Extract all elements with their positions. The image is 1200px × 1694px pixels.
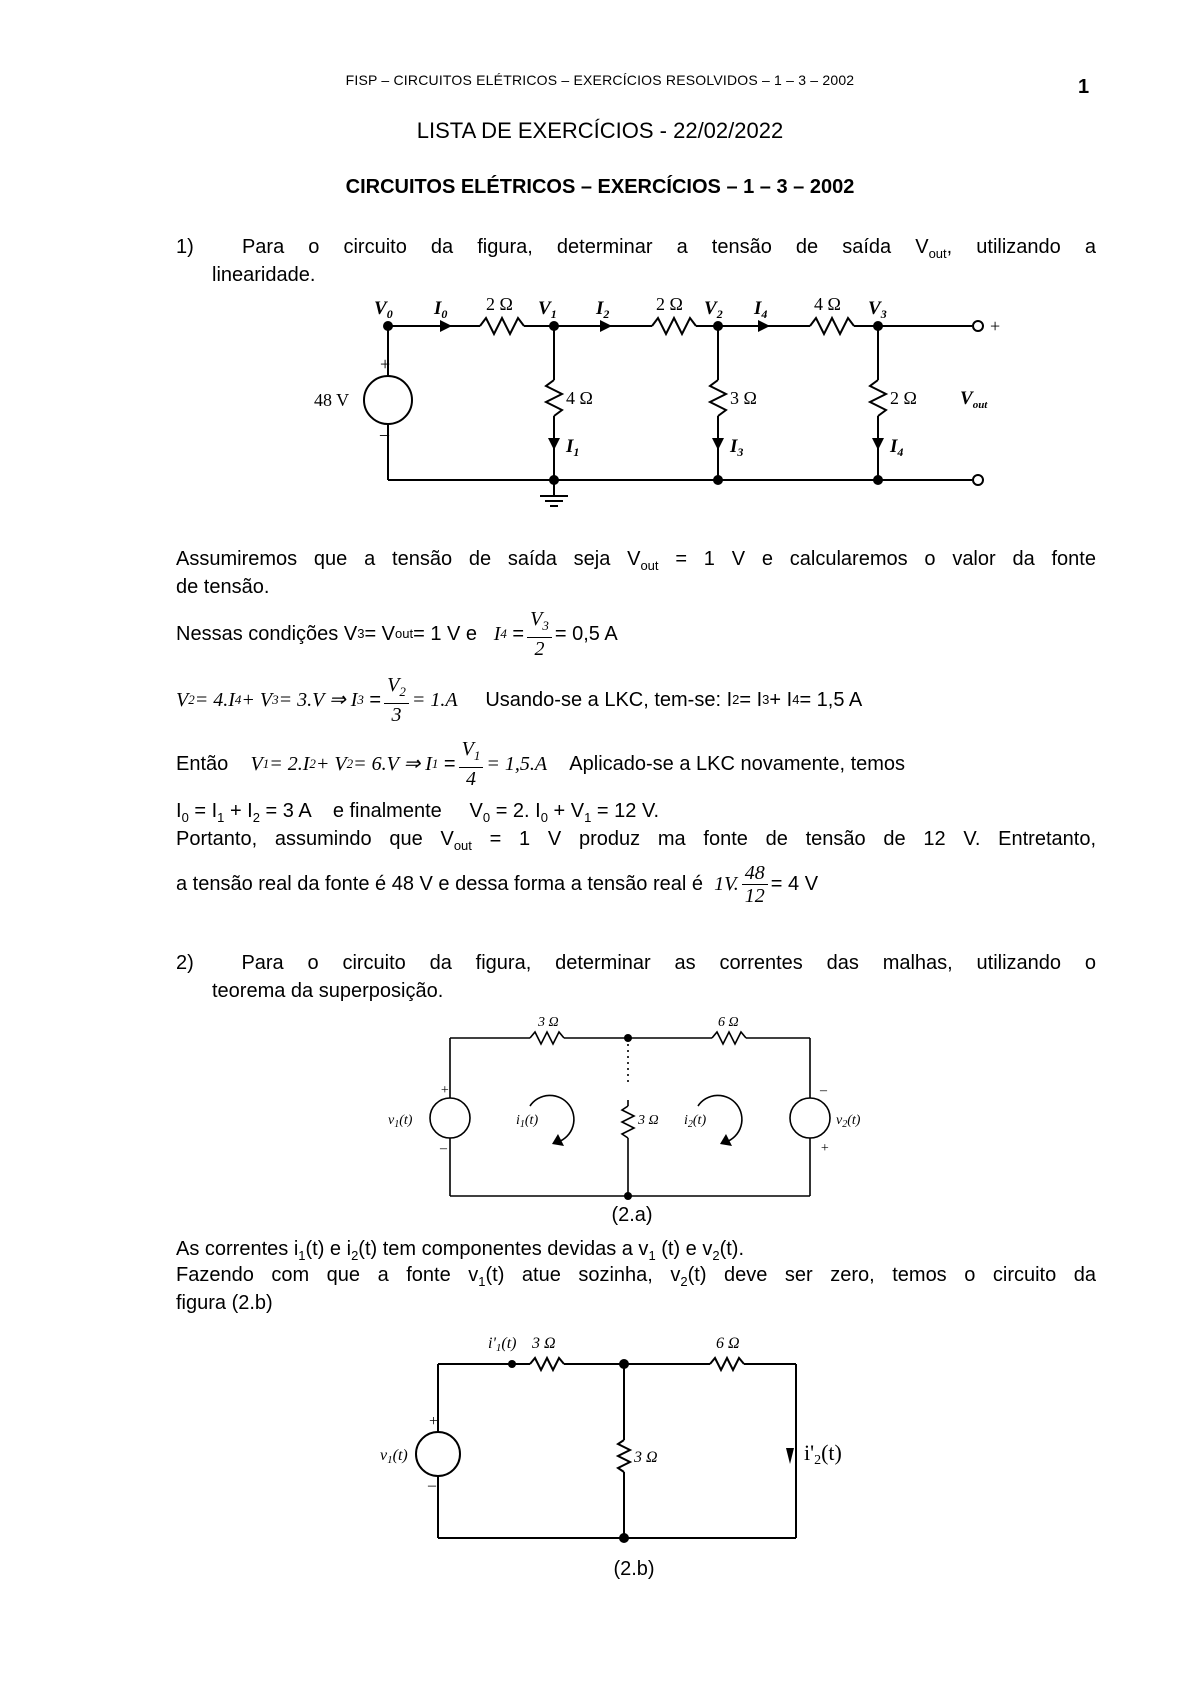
running-header: FISP – CIRCUITOS ELÉTRICOS – EXERCÍCIOS RESOLVIDOS – 1 – 3 – 2002 bbox=[345, 72, 855, 88]
eq1-math: I bbox=[493, 623, 501, 645]
svg-text:V1: $V_1$ bbox=[538, 298, 557, 321]
svg-text:v1(t): v1(t) bbox=[380, 1447, 408, 1466]
arrow-i3 bbox=[712, 438, 724, 450]
eq3-label: Então bbox=[176, 753, 229, 775]
eq2-text-c: + I bbox=[769, 689, 793, 711]
conclusion-result: = 4 V bbox=[770, 873, 819, 895]
eq2-text-b: = I bbox=[739, 689, 763, 711]
svg-text:4 Ω: 4 Ω bbox=[814, 294, 841, 314]
svg-text:i'1(t): i'1(t) bbox=[488, 1335, 517, 1354]
eq3-math: V bbox=[250, 753, 263, 775]
node-v1 bbox=[549, 321, 559, 331]
eq3-mid2: + V bbox=[315, 753, 347, 775]
q1-conclusion-line2 bbox=[176, 852, 818, 916]
q1-assume-end: = 1 V e calcularemos o valor da fonte bbox=[658, 548, 1096, 570]
svg-text:+: + bbox=[820, 1141, 830, 1156]
conclusion-math: 1V. bbox=[714, 873, 739, 895]
svg-text:I3: $I_3$ bbox=[730, 436, 744, 459]
circuit-figure-2b bbox=[360, 1326, 880, 1548]
sub: 1 bbox=[262, 756, 270, 771]
q1-text: Para o circuito da figura, determinar a tensão de saída V bbox=[241, 236, 929, 258]
figure-2b-caption: (2.b) bbox=[613, 1558, 655, 1580]
node-v0 bbox=[383, 321, 393, 331]
figure-2a-caption: (2.a) bbox=[611, 1204, 653, 1226]
sub: 3 bbox=[272, 692, 279, 707]
svg-text:i'2(t): i'2(t) bbox=[804, 1440, 842, 1468]
eq1-end: = 1 V e bbox=[413, 623, 478, 645]
svg-text:–: – bbox=[440, 1141, 447, 1156]
eq3-mid: = 2.I bbox=[269, 753, 310, 775]
svg-text:i2(t): $i_2(t)$ bbox=[684, 1113, 707, 1130]
arrow-i2-prime bbox=[786, 1448, 794, 1464]
eq2-mid: = 4.I bbox=[194, 689, 235, 711]
sub: out bbox=[395, 626, 414, 641]
svg-text:i1(t): $i_1(t)$ bbox=[516, 1113, 539, 1130]
sub: out bbox=[640, 558, 659, 573]
sub: 3 bbox=[762, 692, 770, 707]
page-number: 1 bbox=[1078, 76, 1090, 98]
sub: 2 bbox=[346, 756, 354, 771]
svg-text:V0: $V_0$ bbox=[374, 298, 393, 321]
sub: 3 bbox=[357, 692, 364, 707]
sub: 2 bbox=[309, 756, 316, 771]
list-title: LISTA DE EXERCÍCIOS - 22/02/2022 bbox=[416, 118, 784, 143]
arrow-i4b bbox=[872, 438, 884, 450]
document-title: CIRCUITOS ELÉTRICOS – EXERCÍCIOS – 1 – 3 – 2002 bbox=[345, 176, 855, 198]
q1-text-end: , utilizando a bbox=[946, 236, 1096, 258]
eq2-math: V bbox=[176, 689, 189, 711]
q1-assume-line2: de tensão. bbox=[176, 576, 270, 598]
svg-text:V3: $V_3$ bbox=[868, 298, 887, 321]
eq2-text: Usando-se a LKC, tem-se: I bbox=[485, 689, 733, 711]
conclusion-text: a tensão real da fonte é 48 V e dessa forma a tensão real é bbox=[176, 873, 704, 895]
svg-text:2 Ω: 2 Ω bbox=[486, 294, 513, 314]
eq2-text-end: = 1,5 A bbox=[799, 689, 863, 711]
q1-equation-3: Então V 1 = 2.I 2 + V 2 = 6.V ⇒ I 1 = $\frac{V_1}{4}$ = 1,5.A Aplicado-se a LKC novamente, temos bbox=[176, 738, 906, 790]
q2-text-line2: Fazendo com que a fonte $v_1(t)$ atue sozinha, $v_2(t)$ deve ser zero, temos o circuito da bbox=[176, 1264, 1096, 1289]
q1-conclusion-line1: Portanto, assumindo que $V_{out} = 1$ V produz ma fonte de tensão de 12 V. Entretanto, bbox=[176, 828, 1096, 853]
eq2-result: = 1.A bbox=[411, 689, 458, 711]
node-v2 bbox=[713, 321, 723, 331]
eq3-fraction: $\frac{V_1}{4}$ bbox=[459, 738, 484, 790]
eq2-fraction: $\frac{V_2}{3}$ bbox=[384, 674, 409, 726]
eq3-text: Aplicado-se a LKC novamente, temos bbox=[569, 753, 906, 775]
q1-sub: out bbox=[928, 246, 947, 261]
arrow-i0 bbox=[440, 320, 452, 332]
output-terminal-minus bbox=[973, 475, 983, 485]
circuit-figure-1 bbox=[300, 290, 1020, 520]
svg-text:2 Ω: 2 Ω bbox=[890, 388, 917, 408]
arrow-i1 bbox=[548, 438, 560, 450]
q1-assume-text: Assumiremos que a tensão de saída seja V bbox=[176, 548, 641, 570]
sub: 4 bbox=[234, 692, 242, 707]
sub: 4 bbox=[792, 692, 800, 707]
q1-number: 1) bbox=[176, 236, 194, 258]
svg-text:6 Ω: 6 Ω bbox=[718, 1015, 739, 1030]
svg-text:+: + bbox=[990, 316, 1001, 336]
sub: 2 bbox=[732, 692, 740, 707]
svg-text:I0: $I_0$ bbox=[434, 298, 448, 321]
q1-equation-4: $I_0 = I_1 + I_2 = 3$ A e finalmente $V_0 = 2$. $I_0 + V_1 = 12$ V. bbox=[176, 800, 659, 825]
svg-text:I4: $I_4$ bbox=[754, 298, 768, 321]
q2-text-line3: figura (2.b) bbox=[176, 1292, 273, 1314]
conclusion-fraction: $\frac{48}{12}$ bbox=[742, 862, 768, 907]
eq1-result: = 0,5 A bbox=[554, 623, 618, 645]
svg-text:4 Ω: 4 Ω bbox=[566, 388, 593, 408]
q2-text-line1: As correntes $i_1(t)$ e $i_2(t)$ tem componentes devidas a $v_1$ (t) e $v_2(t)$. bbox=[176, 1238, 745, 1263]
eq3-mid3: = 6.V ⇒ I bbox=[353, 753, 432, 775]
q1-equation-1: Nessas condições V 3 = V out = 1 V e I 4 = $\frac{V_3}{2}$ = 0,5 A bbox=[176, 608, 618, 660]
svg-text:Vout: $V_{out}$ bbox=[960, 388, 988, 411]
q2-text: Para o circuito da figura, determinar as correntes das malhas, utilizando o bbox=[241, 952, 1096, 974]
svg-text:v1(t): $v_1(t)$ bbox=[388, 1113, 413, 1130]
sub: 1 bbox=[431, 756, 439, 771]
eq2-mid2: + V bbox=[241, 689, 273, 711]
svg-text:I2: $I_2$ bbox=[596, 298, 610, 321]
node-v3 bbox=[873, 321, 883, 331]
q2-statement-line2: teorema da superposição. bbox=[212, 980, 444, 1002]
output-terminal-plus bbox=[973, 321, 983, 331]
svg-text:+: + bbox=[440, 1083, 450, 1098]
svg-text:48 V: 48 V bbox=[314, 390, 350, 410]
svg-text:–: – bbox=[820, 1083, 827, 1098]
svg-text:–: – bbox=[380, 424, 389, 444]
svg-text:v2(t): $v_2(t)$ bbox=[836, 1113, 861, 1130]
circuit-figure-2a bbox=[380, 1010, 900, 1210]
svg-text:+: + bbox=[428, 1413, 439, 1430]
svg-text:I1: $I_1$ bbox=[566, 436, 580, 459]
svg-text:3 Ω: 3 Ω bbox=[730, 388, 757, 408]
eq2-mid3: = 3.V ⇒ I bbox=[278, 689, 358, 711]
svg-text:V2: $V_2$ bbox=[704, 298, 723, 321]
sub: 2 bbox=[188, 692, 195, 707]
svg-text:3 Ω: 3 Ω bbox=[538, 1015, 559, 1030]
eq3-result: = 1,5.A bbox=[486, 753, 548, 775]
svg-text:+: + bbox=[380, 354, 391, 374]
sub: 3 bbox=[357, 626, 365, 641]
eq1-fraction: $\frac{V_3}{2}$ bbox=[527, 608, 552, 660]
arrow-i4 bbox=[758, 320, 770, 332]
q1-assume-line1 bbox=[176, 546, 1096, 579]
svg-text:3 Ω: 3 Ω bbox=[638, 1113, 659, 1128]
sub: 4 bbox=[500, 626, 507, 641]
q1-statement-line2: linearidade. bbox=[212, 264, 316, 286]
q2-number: 2) bbox=[176, 952, 194, 974]
eq1-text: Nessas condições V bbox=[176, 623, 358, 645]
svg-text:I4: $I_4$ bbox=[890, 436, 904, 459]
q1-equation-2: V 2 = 4.I 4 + V 3 = 3.V ⇒ I 3 = $\frac{V_2}{3}$ = 1.A Usando-se a LKC, tem-se: I 2 = I 3 + I 4 = 1,5 A bbox=[176, 674, 863, 726]
svg-text:6 Ω: 6 Ω bbox=[716, 1335, 740, 1352]
svg-text:2 Ω: 2 Ω bbox=[656, 294, 683, 314]
eq1-mid: = V bbox=[364, 623, 396, 645]
svg-text:3 Ω: 3 Ω bbox=[532, 1335, 556, 1352]
q2-statement-line1 bbox=[176, 950, 1096, 976]
arrow-i2 bbox=[600, 320, 612, 332]
svg-text:3 Ω: 3 Ω bbox=[634, 1449, 658, 1466]
svg-text:–: – bbox=[428, 1477, 436, 1494]
